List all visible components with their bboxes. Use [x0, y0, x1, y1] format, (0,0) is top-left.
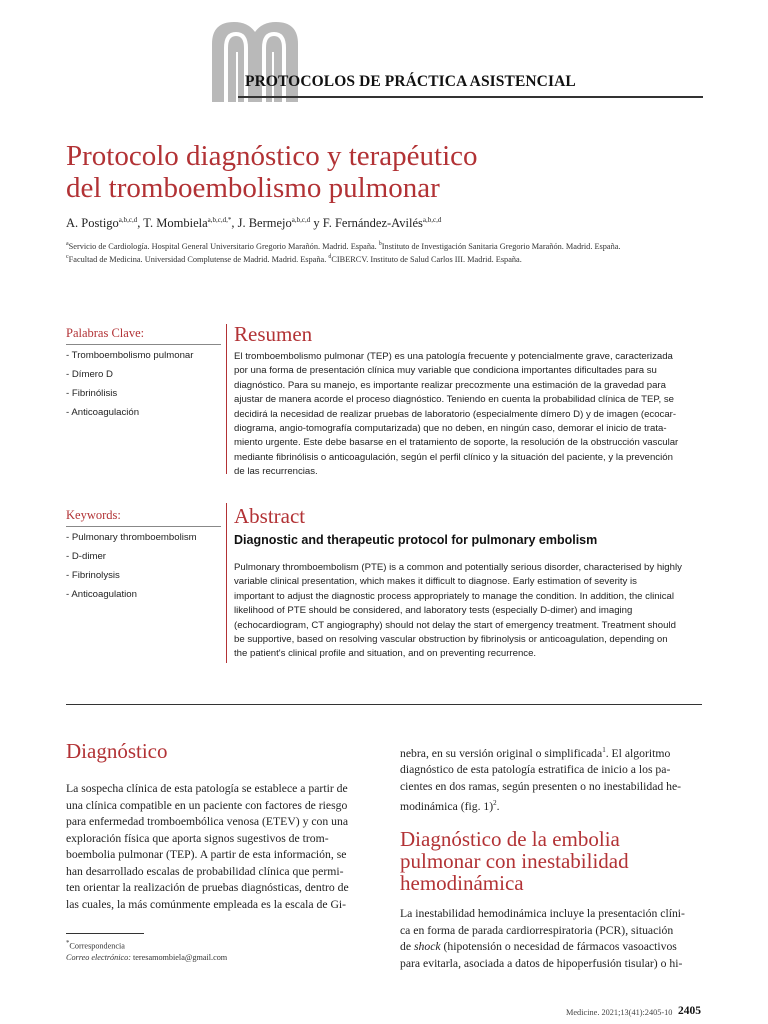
right-column-paragraph-2 [400, 906, 702, 972]
right-column-paragraph-1 [400, 742, 702, 816]
correspondence-note [66, 940, 125, 951]
text-line: La sospecha clínica de esta patología se establece a partir de [66, 782, 348, 795]
author-separator: , [231, 216, 238, 231]
title-line-1: Protocolo diagnóstico y terapéutico [66, 140, 478, 172]
keyword-item: - Anticoagulación [66, 407, 140, 418]
text-line: para enfermedad tromboembólica venosa (ETEV) y con una [66, 815, 349, 828]
text-line: important to adjust the diagnostic process appropriately to manage the condition. In addition, the clinical [234, 590, 674, 602]
citation-ref: 2 [493, 799, 497, 808]
text-line: likelihood of PTE should be considered, and laboratory tests (especially D-dimer) and imaging [234, 605, 633, 617]
affiliations-line-2 [66, 251, 706, 266]
affil-mark: a [66, 241, 69, 247]
text-line: de las recurrencias. [234, 466, 318, 478]
resumen-divider [226, 324, 227, 474]
text-line: be supportive, based on resolving vascular obstruction by fibrinolysis or anticoagulation, depending on [234, 634, 668, 646]
resumen-body [234, 350, 700, 480]
keyword-item: - Fibrinolysis [66, 570, 120, 581]
keywords-es-list [66, 346, 226, 422]
text-line [400, 795, 702, 815]
text-line: diograma, angio-tomografía computarizada) que no deben, en ningún caso, demorar el inicio de trata- [234, 423, 667, 435]
text-span: modinámica (fig. 1) [400, 800, 494, 814]
affil-mark: b [378, 241, 382, 247]
text-line: una clínica compatible en un paciente con factores de riesgo [66, 798, 348, 812]
email-note [66, 953, 227, 962]
text-line: ca en forma de parada cardiorrespiratoria (PCR), situación [400, 923, 674, 937]
footnote-rule [66, 933, 144, 934]
text-line [400, 939, 702, 956]
keywords-en-list [66, 528, 226, 604]
author-affil-sup: a,b,c,d [422, 216, 442, 224]
author-list [66, 216, 441, 231]
text-line: ten orientar la realización de pruebas diagnósticas, dentro de [66, 881, 349, 894]
text-line: han desarrollado escalas de probabilidad clínica que permi- [66, 864, 344, 878]
author-affil-sup: a,b,c,d [291, 216, 311, 224]
embolia-heading [400, 828, 710, 894]
text-line: boembolia pulmonar (TEP). A partir de esta información, se [66, 848, 347, 861]
text-line: para evitarla, asociada a datos de hipoperfusión tisular) o hi- [400, 956, 683, 970]
text-span: (hipotensión o necesidad de fármacos vasoactivos [440, 940, 677, 953]
author-separator: y [310, 216, 323, 231]
keyword-item: - D-dimer [66, 551, 106, 562]
text-line: El tromboembolismo pulmonar (TEP) es una patología frecuente y potencialmente grave, caracterizada [234, 351, 673, 362]
text-line: (echocardiogram, CT angiography) should not delay the start of emergency treatment. Treatment should [234, 619, 676, 631]
heading-line: Diagnóstico de la embolia [400, 827, 620, 851]
affiliation: CIBERCV. Instituto de Salud Carlos III. Madrid. España. [331, 254, 522, 264]
text-span: de [400, 940, 414, 953]
keyword-item: - Fibrinólisis [66, 388, 118, 399]
author-separator: , [137, 216, 144, 231]
abstract-body [234, 561, 700, 662]
author: A. Postigo [66, 216, 119, 231]
text-span: . El algoritmo [605, 746, 671, 760]
resumen-heading: Resumen [234, 322, 313, 346]
keywords-es-rule [66, 344, 221, 345]
heading-line: hemodinámica [400, 871, 524, 895]
keywords-es-heading: Palabras Clave: [66, 326, 145, 340]
text-line: La inestabilidad hemodinámica incluye la presentación clíni- [400, 907, 685, 920]
email-address: teresamombiela@gmail.com [130, 953, 228, 962]
text-line: the patient's clinical profile and situation, and on preventing recurrence. [234, 648, 537, 660]
abstract-heading: Abstract [234, 504, 306, 528]
text-line: Pulmonary thromboembolism (PTE) is a common and potentially serious disorder, characterised by highly [234, 562, 682, 573]
text-line: diagnóstico. Para su manejo, es importante realizar precozmente una estimación de la gravedad para [234, 379, 666, 391]
affil-mark: d [328, 254, 332, 260]
author: J. Bermejo [237, 216, 292, 231]
affil-mark: c [66, 254, 69, 260]
keyword-item: - Pulmonary thromboembolism [66, 532, 197, 543]
footnote-label: Correspondencia [69, 941, 125, 951]
author: T. Mombiela [143, 216, 208, 231]
keyword-item: - Tromboembolismo pulmonar [66, 350, 194, 361]
keywords-en-rule [66, 526, 221, 527]
abstract-divider [226, 503, 227, 663]
footnote-mark: * [66, 940, 70, 947]
text-line: ajustar de manera acorde el proceso diagnóstico. Teniendo en cuenta la probabilidad clínica de TEP, se [234, 394, 675, 406]
text-span: nebra, en su versión original o simplificada [400, 746, 603, 760]
affiliation: Instituto de Investigación Sanitaria Gregorio Marañón. Madrid. España. [381, 241, 621, 251]
text-line: cientes en dos ramas, según presenten o no inestabilidad he- [400, 779, 682, 793]
citation-ref: 1 [602, 746, 606, 754]
diagnostico-heading: Diagnóstico [66, 739, 168, 763]
text-line: exploración física que aporta signos sugestivos de trom- [66, 831, 329, 845]
text-span: . [496, 800, 500, 814]
affiliation: Facultad de Medicina. Universidad Complutense de Madrid. Madrid. España. [68, 254, 329, 264]
section-rule [66, 704, 702, 705]
email-label: Correo electrónico: [66, 953, 131, 962]
diagnostico-body [66, 781, 366, 913]
author: F. Fernández-Avilés [322, 216, 423, 231]
text-line: mediante fibrinólisis o anticoagulación, según el perfil clínico y la situación del paciente, y la prevención [234, 451, 673, 463]
page-number: 2405 [678, 1005, 701, 1017]
affiliation: Servicio de Cardiología. Hospital General Universitario Gregorio Marañón. Madrid. España. [68, 241, 379, 251]
text-line: diagnóstico de esta patología estratifica de inicio a los pa- [400, 763, 671, 777]
text-line [400, 742, 702, 762]
text-line: variable clinical presentation, which makes it difficult to diagnose. Early estimation of severity is [234, 576, 637, 588]
text-line: miento urgente. Este debe basarse en el tratamiento de soporte, la resolución de la obstrucción vascular [234, 437, 679, 449]
title-line-2: del tromboembolismo pulmonar [66, 172, 440, 204]
header-rule [238, 96, 703, 98]
keywords-en-heading: Keywords: [66, 508, 121, 522]
section-heading: PROTOCOLOS DE PRÁCTICA ASISTENCIAL [245, 73, 576, 90]
journal-citation: Medicine. 2021;13(41):2405-10 [566, 1008, 673, 1017]
text-line: por una forma de presentación clínica muy variable que condiciona importantes dificultades para su [234, 365, 657, 377]
text-line: las cuales, la más comúnmente empleada es la escala de Gi- [66, 897, 347, 911]
author-affil-sup: a,b,c,d,* [207, 216, 232, 224]
keyword-item: - Dímero D [66, 369, 113, 380]
text-line: decidirá la necesidad de realizar pruebas de laboratorio (especialmente dímero D) y de imagen (ecocar- [234, 408, 677, 420]
author-affil-sup: a,b,c,d [118, 216, 138, 224]
heading-line: pulmonar con inestabilidad [400, 849, 629, 873]
emphasis-shock: shock [413, 940, 441, 953]
keyword-item: - Anticoagulation [66, 589, 137, 600]
article-title [66, 140, 706, 204]
abstract-subtitle: Diagnostic and therapeutic protocol for pulmonary embolism [234, 533, 598, 547]
